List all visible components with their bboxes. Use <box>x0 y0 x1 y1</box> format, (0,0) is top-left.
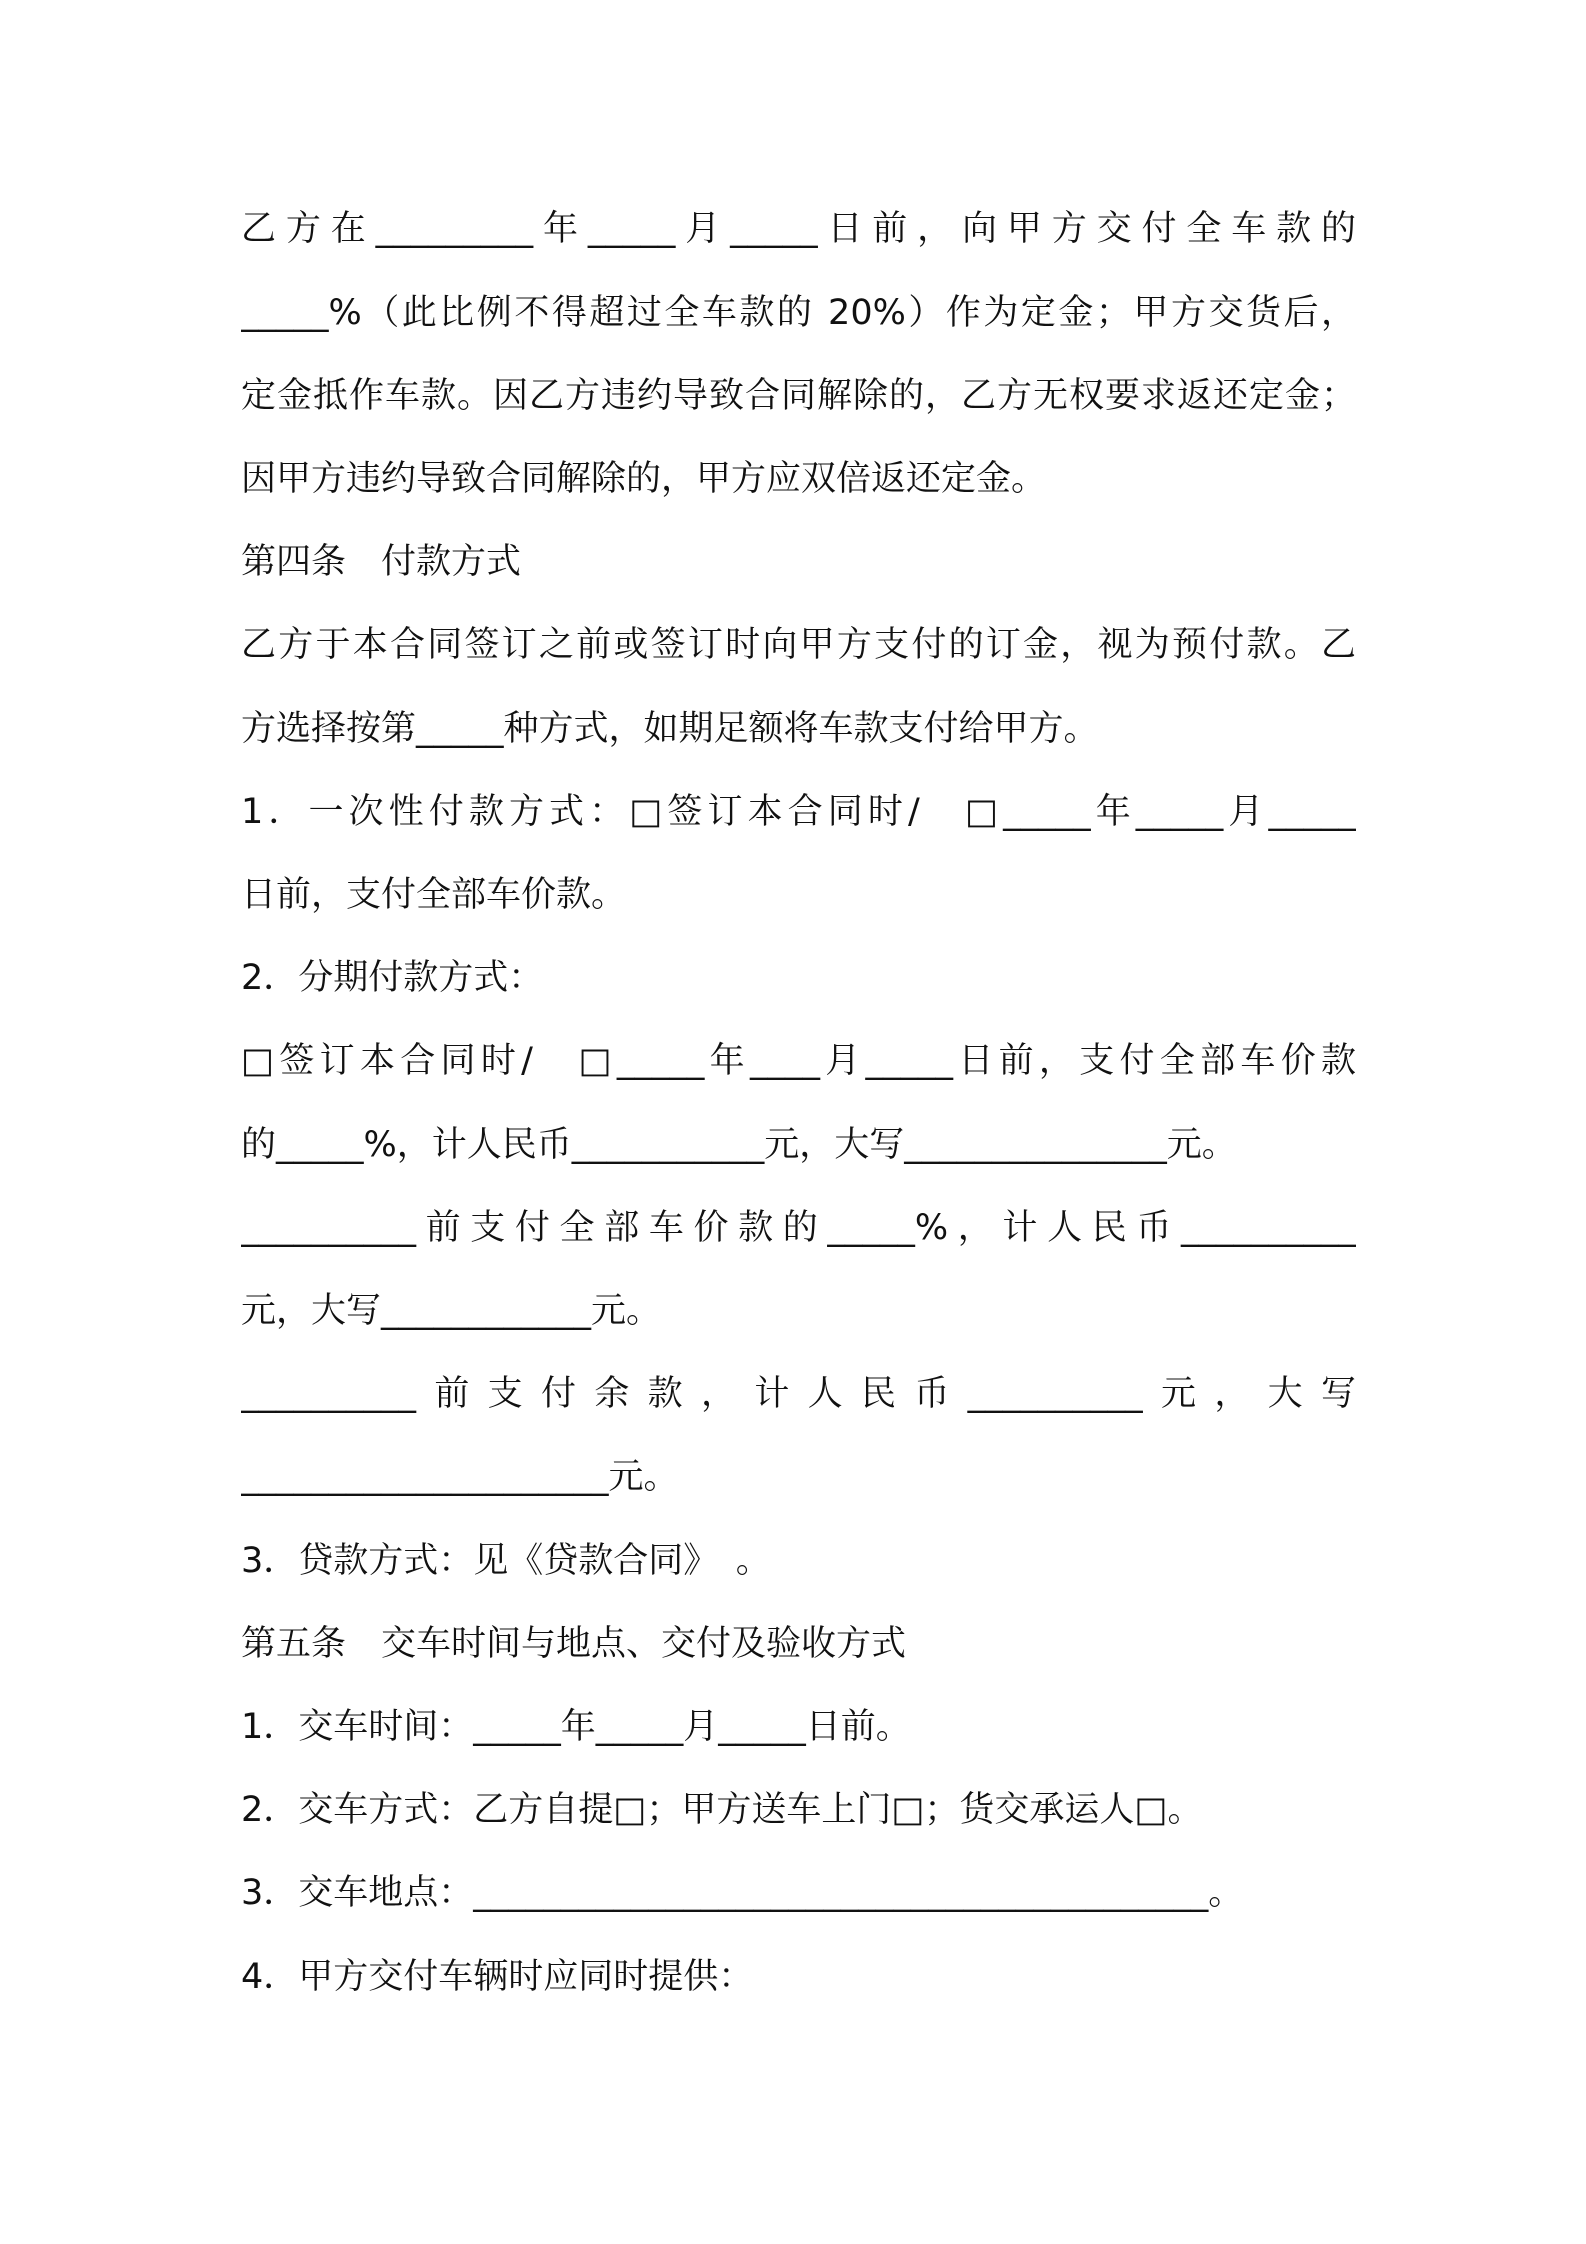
text-line-14: 元，大写____________元。 <box>241 1291 662 1331</box>
text-line-13: __________前支付全部车价款的_____%，计人民币__________ <box>241 1208 1356 1248</box>
text-line-17: 3．贷款方式：见《贷款合同》 。 <box>241 1541 771 1581</box>
section-heading-article-4: 第四条 付款方式 <box>241 542 522 582</box>
text-line-19: 1．交车时间：_____年_____月_____日前。 <box>241 1707 911 1747</box>
text-line-10: 2．分期付款方式： <box>241 958 544 998</box>
text-line-9: 日前，支付全部车价款。 <box>241 875 627 915</box>
text-line-12: 的_____%，计人民币___________元，大写_______________元。 <box>241 1125 1237 1165</box>
section-heading-article-5: 第五条 交车时间与地点、交付及验收方式 <box>241 1624 907 1664</box>
text-line-3: 定金抵作车款。因乙方违约导致合同解除的，乙方无权要求返还定金； <box>241 376 1356 416</box>
text-line-1: 乙方在_________年_____月_____日前，向甲方交付全车款的 <box>241 209 1356 249</box>
text-line-20: 2．交车方式：乙方自提□；甲方送车上门□；货交承运人□。 <box>241 1790 1203 1830</box>
text-line-6: 乙方于本合同签订之前或签订时向甲方支付的订金，视为预付款。乙 <box>241 625 1356 665</box>
text-line-16: _____________________元。 <box>241 1457 679 1497</box>
text-line-11: □签订本合同时/ □_____年____月_____日前，支付全部车价款 <box>241 1041 1356 1081</box>
text-line-2: _____%（此比例不得超过全车款的 20%）作为定金；甲方交货后， <box>241 293 1356 333</box>
text-line-8: 1．一次性付款方式：□签订本合同时/ □_____年_____月_____ <box>241 792 1356 832</box>
text-line-21: 3．交车地点：__________________________________________。 <box>241 1873 1244 1913</box>
text-line-4: 因甲方违约导致合同解除的，甲方应双倍返还定金。 <box>241 459 1047 499</box>
text-line-22: 4．甲方交付车辆时应同时提供： <box>241 1957 754 1997</box>
text-line-7: 方选择按第_____种方式，如期足额将车款支付给甲方。 <box>241 709 1099 749</box>
text-line-15: __________前支付余款，计人民币__________元，大写 <box>241 1374 1356 1414</box>
